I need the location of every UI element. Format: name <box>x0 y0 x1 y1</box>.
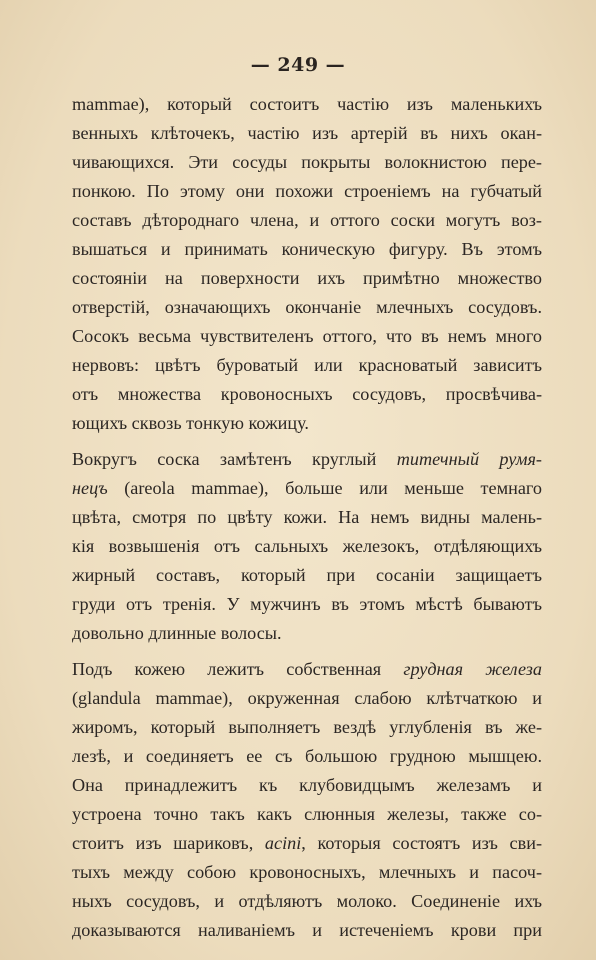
text-line: нервовъ: цвѣтъ буроватый или красноватый зависитъ <box>72 355 542 375</box>
text-line: отъ множества кровоносныхъ сосудовъ, просвѣчива- <box>72 384 542 404</box>
text-line: ющихъ сквозь тонкую кожицу. <box>72 413 309 433</box>
text-line: Сосокъ весьма чувствителенъ оттого, что въ немъ много <box>72 326 542 346</box>
text-line: чивающихся. Эти сосуды покрыты волокнистою пере- <box>72 152 542 172</box>
paragraph-1 <box>72 90 542 438</box>
page-number: — 249 — <box>250 54 346 76</box>
paragraph-2 <box>72 445 542 648</box>
text-line: стоитъ изъ шариковъ, acini, которыя состоятъ изъ сви- <box>72 833 543 853</box>
text-line: венныхъ клѣточекъ, частію изъ артерій въ нихъ окан- <box>72 123 542 143</box>
text-line: лезѣ, и соединяетъ ее съ большою грудною мышцею. <box>72 746 542 766</box>
text-line: жирный составъ, который при сосаніи защищаетъ <box>72 565 542 585</box>
text-line: жиромъ, который выполняетъ вездѣ углубленія въ же- <box>72 717 542 737</box>
body-text <box>72 90 542 945</box>
text-line: устроена точно такъ какъ слюнныя железы, также со- <box>72 804 542 824</box>
text-line: ныхъ сосудовъ, и отдѣляютъ молоко. Соединеніе ихъ <box>72 891 542 911</box>
text-line: груди отъ тренія. У мужчинъ въ этомъ мѣстѣ бываютъ <box>72 594 542 614</box>
text-line: доказываются наливаніемъ и истеченіемъ крови при <box>72 920 542 940</box>
text-line: тыхъ между собою кровоносныхъ, млечныхъ и пасоч- <box>72 862 542 882</box>
text-line: цвѣта, смотря по цвѣту кожи. На немъ видны малень- <box>72 507 542 527</box>
text-line: mammae), который состоитъ частію изъ маленькихъ <box>72 94 542 114</box>
text-line: Она принадлежитъ къ клубовидцымъ железамъ и <box>72 775 542 795</box>
paragraph-3 <box>72 655 542 945</box>
text-line: составъ дѣтороднаго члена, и оттого соски могутъ воз- <box>72 210 542 230</box>
text-line: понкою. По этому они похожи строеніемъ на губчатый <box>72 181 542 201</box>
text-line: довольно длинные волосы. <box>72 623 282 643</box>
text-line: Подъ кожею лежитъ собственная грудная железа <box>72 659 542 679</box>
text-line: Вокругъ соска замѣтенъ круглый титечный румя- <box>72 449 542 469</box>
text-line: состояніи на поверхности ихъ примѣтно множество <box>72 268 542 288</box>
text-line: вышаться и принимать коническую фигуру. Въ этомъ <box>72 239 542 259</box>
text-line: (glandula mammae), окруженная слабою клѣтчаткою и <box>72 688 542 708</box>
text-line: нецъ (areola mammae), больше или меньше темнаго <box>72 478 542 498</box>
text-line: отверстій, означающихъ окончаніе млечныхъ сосудовъ. <box>72 297 542 317</box>
text-line: кія возвышенія отъ сальныхъ железокъ, отдѣляющихъ <box>72 536 542 556</box>
